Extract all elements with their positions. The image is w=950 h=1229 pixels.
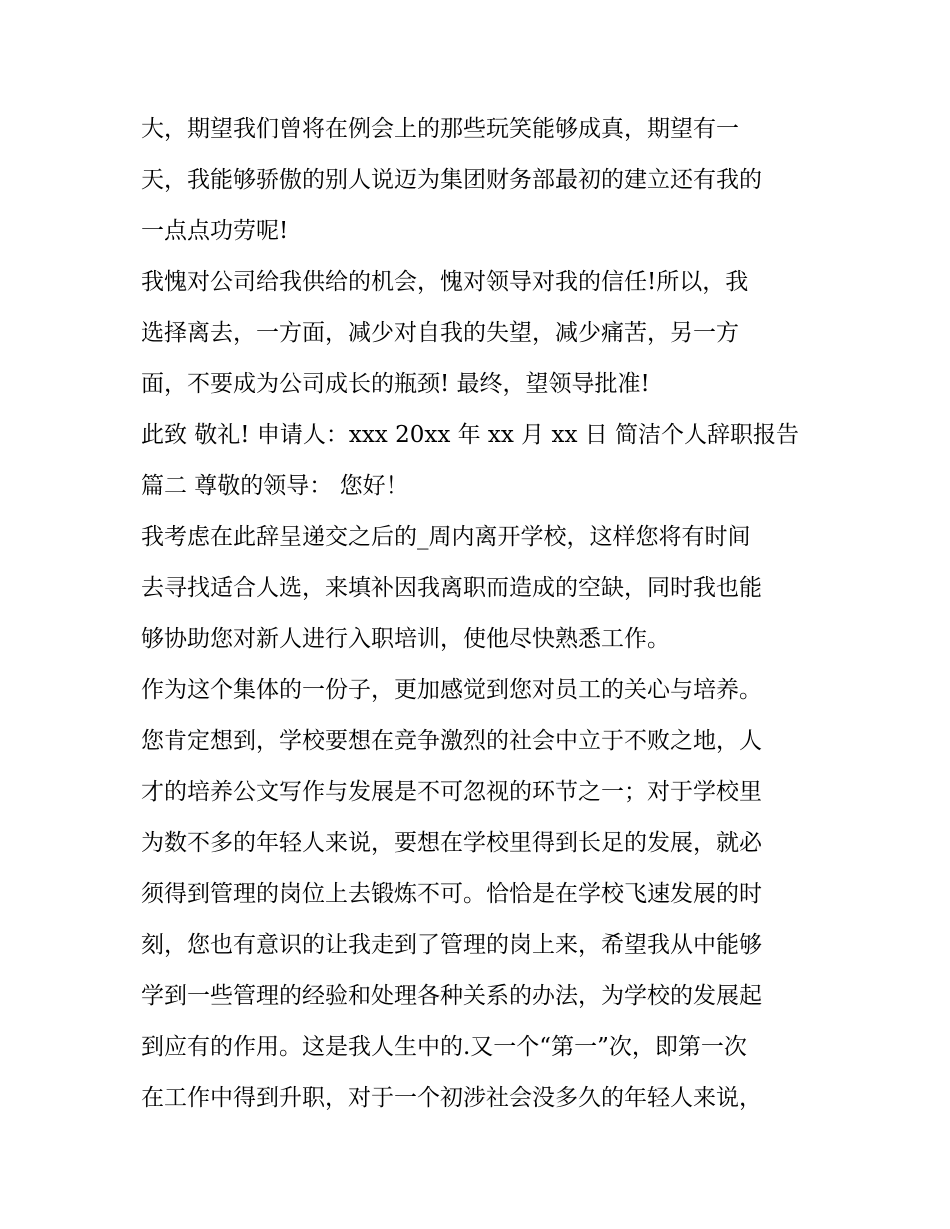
text-line: 为数不多的年轻人来说，要想在学校里得到长足的发展，就必 bbox=[141, 830, 762, 856]
text-line: 大，期望我们曾将在例会上的那些玩笑能够成真，期望有一 bbox=[141, 116, 739, 142]
text-line: 我考虑在此辞呈递交之后的_周内离开学校，这样您将有时间 bbox=[141, 524, 751, 550]
text-line: 去寻找适合人选，来填补因我离职而造成的空缺，同时我也能 bbox=[141, 575, 762, 601]
text-line: 才的培养公文写作与发展是不可忽视的环节之一；对于学校里 bbox=[141, 779, 762, 805]
text-line: 篇二 尊敬的领导： 您好！ bbox=[141, 473, 409, 499]
text-line: 须得到管理的岗位上去锻炼不可。恰恰是在学校飞速发展的时 bbox=[141, 881, 762, 907]
text-line: 刻，您也有意识的让我走到了管理的岗上来，希望我从中能够 bbox=[141, 932, 762, 958]
text-line: 选择离去，一方面，减少对自我的失望，减少痛苦，另一方 bbox=[141, 320, 739, 346]
document-body bbox=[141, 104, 821, 1124]
text-line: 到应有的作用。这是我人生中的.又一个“第一”次，即第一次 bbox=[141, 1034, 747, 1060]
text-line: 此致 敬礼! 申请人：xxx 20xx 年 xx 月 xx 日 简洁个人辞职报告 bbox=[141, 422, 800, 448]
text-line: 一点点功劳呢! bbox=[141, 218, 289, 244]
text-line: 作为这个集体的一份子，更加感觉到您对员工的关心与培养。 bbox=[141, 677, 762, 703]
text-line: 您肯定想到，学校要想在竞争激烈的社会中立于不败之地，人 bbox=[141, 728, 762, 754]
text-line: 够协助您对新人进行入职培训，使他尽快熟悉工作。 bbox=[141, 626, 670, 652]
text-line: 我愧对公司给我供给的机会，愧对领导对我的信任!所以，我 bbox=[141, 269, 749, 295]
text-line: 面，不要成为公司成长的瓶颈! 最终，望领导批准! bbox=[141, 371, 650, 397]
text-line: 在工作中得到升职，对于一个初涉社会没多久的年轻人来说， bbox=[141, 1085, 762, 1111]
text-line: 学到一些管理的经验和处理各种关系的办法，为学校的发展起 bbox=[141, 983, 762, 1009]
text-line: 天，我能够骄傲的别人说迈为集团财务部最初的建立还有我的 bbox=[141, 167, 762, 193]
